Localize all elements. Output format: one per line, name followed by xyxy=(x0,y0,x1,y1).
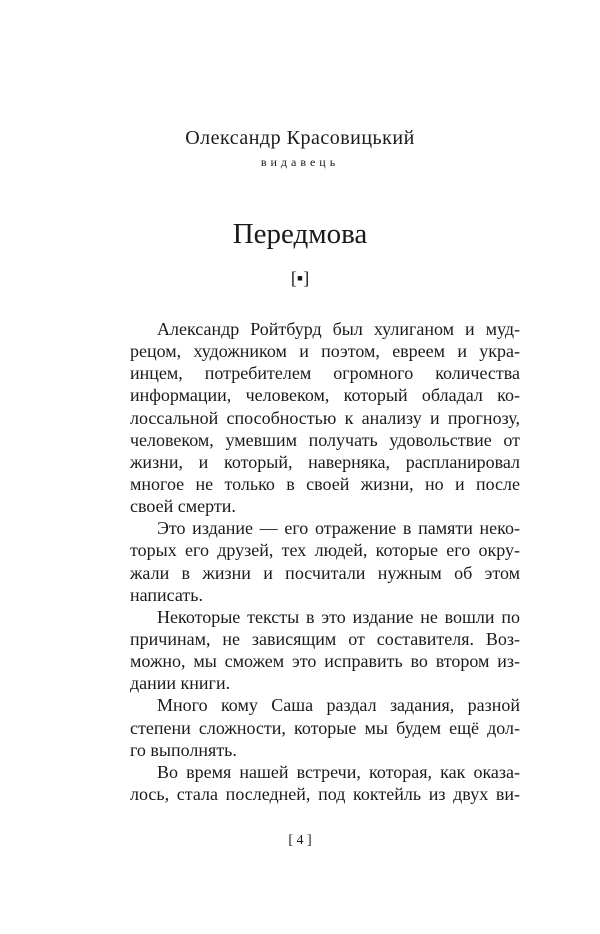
text-line: инцем, потребителем огромного количества xyxy=(130,363,520,384)
text-line: Это издание — его отражение в памяти неко- xyxy=(157,518,520,539)
author-name: Олександр Красовицький xyxy=(185,127,415,149)
text-line: лоссальной способностью к анализу и прогнозу, xyxy=(130,407,520,428)
paragraph xyxy=(130,761,520,805)
chapter-title: Передмова xyxy=(232,218,368,250)
text-line: торых его друзей, тех людей, которые его окру- xyxy=(130,540,520,561)
text-line: лось, стала последней, под коктейль из двух ви- xyxy=(130,783,520,804)
ornament: [▪] xyxy=(290,268,310,288)
author-role: видавець xyxy=(260,155,340,169)
text-line: Во время нашей встречи, которая, как оказа- xyxy=(157,761,520,782)
text-line: жали в жизни и посчитали нужным об этом xyxy=(130,562,520,583)
paragraph xyxy=(130,694,520,760)
body-text xyxy=(130,318,520,805)
paragraph xyxy=(130,517,520,606)
text-line: причинам, не зависящим от составителя. Воз- xyxy=(130,628,520,649)
text-line: рецом, художником и поэтом, евреем и укра- xyxy=(130,341,520,362)
page-number: [ 4 ] xyxy=(288,833,312,848)
paragraph xyxy=(130,606,520,695)
text-line: можно, мы сможем это исправить во втором из- xyxy=(130,651,520,672)
text-line: дании книги. xyxy=(130,673,231,694)
text-line: жизни, и который, наверняка, распланировал xyxy=(130,451,520,472)
text-line: написать. xyxy=(130,584,203,605)
text-line: Некоторые тексты в это издание не вошли по xyxy=(157,606,520,627)
text-line: Много кому Саша раздал задания, разной xyxy=(157,695,520,716)
text-line: своей смерти. xyxy=(130,496,236,517)
text-line: степени сложности, которые мы будем ещё дол- xyxy=(130,717,520,738)
text-line: человеком, умевшим получать удовольствие от xyxy=(130,429,520,450)
text-line: многое не только в своей жизни, но и после xyxy=(130,473,520,494)
text-line: информации, человеком, который обладал ко- xyxy=(130,385,520,406)
paragraph xyxy=(130,318,520,517)
text-line: Александр Ройтбурд был хулиганом и муд- xyxy=(157,319,520,339)
text-line: го выполнять. xyxy=(130,739,237,760)
